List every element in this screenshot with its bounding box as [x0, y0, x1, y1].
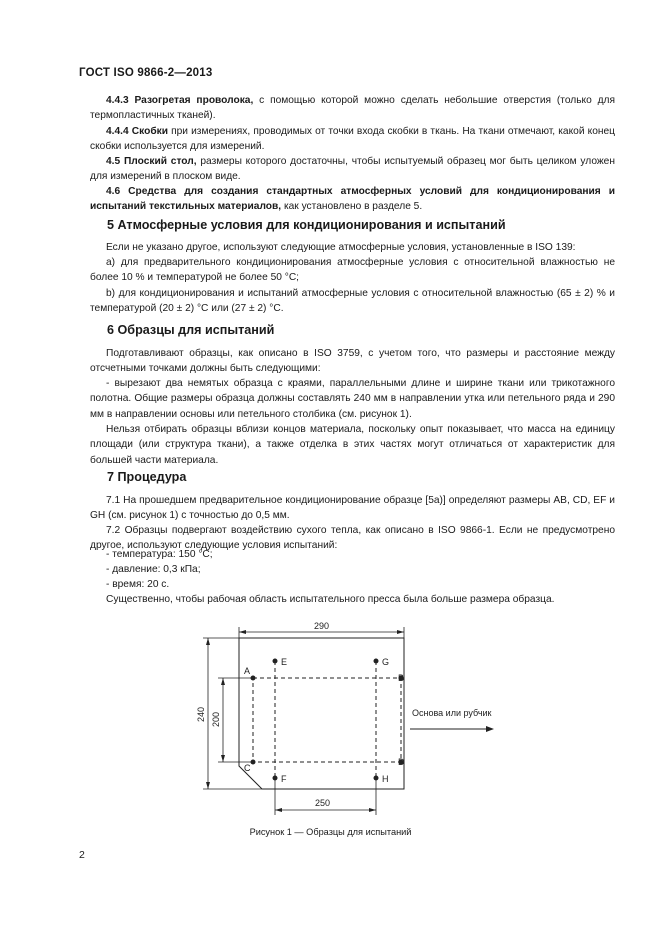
section-6-paragraph-3: Нельзя отбирать образцы вблизи концов материала, поскольку опыт показывает, что масса на единицу площади (или структура ткани), а также отделка в этих частях могут отличаться от характеристик для большей части материала.: [90, 424, 615, 466]
point-label-c: C: [244, 763, 251, 773]
condition-time: - время: 20 с.: [106, 579, 170, 590]
point-g: [374, 659, 379, 664]
section-6-paragraph-1: Подготавливают образцы, как описано в ISO 3759, с учетом того, что размеры и расстояние между отсчетными точками должны быть следующими:: [90, 348, 615, 375]
clause-text: как установлено в разделе 5.: [281, 201, 423, 213]
clause-text: размеры которого достаточны, чтобы испытуемый образец мог быть целиком уложен для измерений в плоском виде.: [90, 156, 615, 183]
figure-caption: Рисунок 1 — Образцы для испытаний: [249, 827, 412, 837]
clause-term: Скобки: [131, 126, 168, 137]
document-header: ГОСТ ISO 9866-2—2013: [79, 67, 213, 79]
point-f: [273, 776, 278, 781]
clause-text: при измерениях, проводимых от точки входа скобки в ткань. На ткани отмечают, какой конец скобки используется для измерений.: [90, 126, 615, 153]
section-5-intro: Если не указано другое, используют следующие атмосферные условия, установленные в ISO 139:: [106, 242, 576, 253]
point-label-e: E: [281, 657, 288, 667]
point-label-d: D: [398, 757, 405, 767]
dimension-label-250: 250: [315, 798, 331, 808]
point-a: [251, 676, 256, 681]
clause-7-1: 7.1 На прошедшем предварительное кондиционирование образце [5а)] определяют размеры АВ, CD, EF и GH (см. рисунок 1) с точностью до 0,5 мм.: [90, 495, 615, 522]
condition-temperature: - температура: 150 °С;: [106, 549, 213, 560]
point-label-h: H: [382, 774, 389, 784]
point-c: [251, 760, 256, 765]
point-e: [273, 659, 278, 664]
clause-term: Средства для создания стандартных атмосферных условий для кондиционирования и испытаний текстильных материалов,: [90, 186, 615, 213]
point-label-g: G: [382, 657, 390, 667]
clause-number: 4.6: [106, 186, 121, 197]
clause-number: 4.5: [106, 156, 121, 167]
condition-pressure: - давление: 0,3 кПа;: [106, 564, 201, 575]
clause-7-3: Существенно, чтобы рабочая область испытательного пресса была больше размера образца.: [106, 594, 555, 605]
section-6-title: 6 Образцы для испытаний: [107, 323, 275, 337]
point-label-f: F: [281, 774, 287, 784]
point-label-b: B: [398, 673, 405, 683]
dimension-label-290: 290: [314, 621, 330, 631]
section-6-paragraph-2: - вырезают два немятых образца с краями, параллельными длине и ширине ткани или трикотажного полотна. Общие размеры образца должны составлять 240 мм в направлении утка или петельного ряда и 290 мм в направлении основы или петельного столбика (см. рисунок 1).: [90, 378, 615, 420]
section-5-title: 5 Атмосферные условия для кондиционирования и испытаний: [107, 218, 506, 232]
clause-number: 4.4.4: [106, 126, 129, 137]
clause-text: с помощью которой можно сделать небольшие отверстия (только для термопластичных тканей).: [90, 95, 615, 122]
dimension-label-200: 200: [211, 711, 221, 727]
point-h: [374, 776, 379, 781]
section-7-title: 7 Процедура: [107, 470, 187, 484]
point-label-a: A: [244, 666, 251, 676]
section-5-item-b: b) для кондиционирования и испытаний атмосферные условия с относительной влажностью (65 ± 2) % и температурой (20 ± 2) °С или (27 ± 2) °С.: [90, 288, 615, 315]
clause-7-2: 7.2 Образцы подвергают воздействию сухого тепла, как описано в ISO 9866-1. Если не предусмотрено другое, используют следующие условия испытаний:: [90, 525, 615, 552]
dimension-label-240: 240: [196, 706, 206, 722]
direction-label: Основа или рубчик: [412, 708, 492, 718]
specimen-outline: [239, 638, 404, 789]
page-number: 2: [79, 849, 85, 861]
clause-number: 4.4.3: [106, 95, 129, 106]
section-5-item-a: a) для предварительного кондиционирования атмосферные условия с относительной влажностью не более 10 % и температурой не более 50 °С;: [90, 257, 615, 284]
arrowheads: [206, 630, 494, 812]
clause-term: Разогретая проволока,: [134, 95, 254, 106]
clause-term: Плоский стол,: [123, 156, 197, 167]
